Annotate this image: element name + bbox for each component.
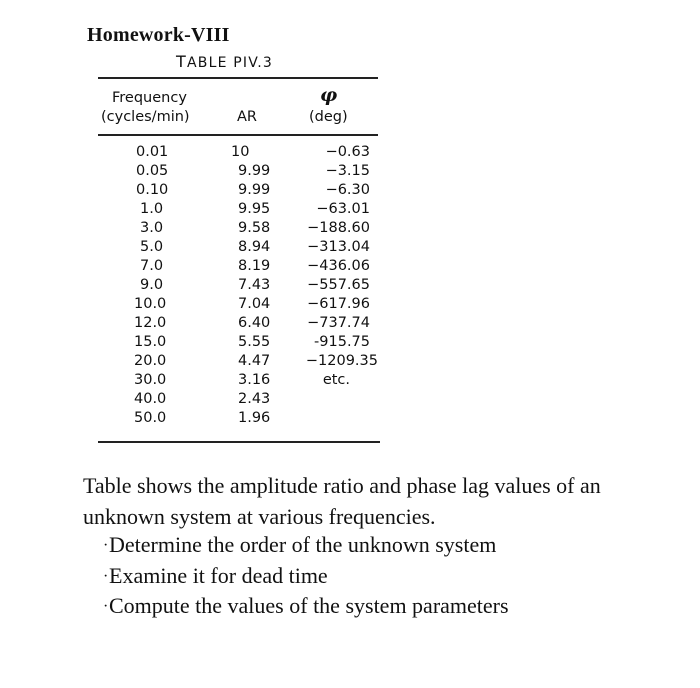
row-frequency: 15.0	[134, 334, 167, 350]
table-caption	[176, 52, 273, 71]
row-phi: −0.63	[325, 144, 370, 160]
row-phi: −3.15	[325, 163, 370, 179]
list-item	[103, 591, 509, 622]
table-bottom-rule	[98, 441, 380, 443]
header-frequency-line1: Frequency	[112, 90, 187, 106]
row-phi: −436.06	[307, 258, 370, 274]
table-row	[0, 181, 700, 200]
row-phi: etc.	[322, 372, 350, 388]
task-list	[103, 530, 509, 622]
table-row	[0, 219, 700, 238]
table-top-rule	[98, 77, 378, 79]
task-text: Examine it for dead time	[109, 562, 328, 588]
table-caption-id: PIV.3	[233, 55, 273, 71]
row-frequency: 0.01	[136, 144, 169, 160]
row-ar: 8.19	[238, 258, 271, 274]
task-text: Determine the order of the unknown system	[109, 532, 497, 557]
row-frequency: 5.0	[140, 239, 164, 255]
table-row	[0, 143, 700, 162]
row-phi: −1209.35	[305, 353, 378, 369]
row-phi: −313.04	[307, 239, 370, 255]
row-ar: 9.95	[238, 201, 271, 217]
table-row	[0, 333, 700, 352]
row-ar: 2.43	[238, 391, 271, 407]
table-row	[0, 200, 700, 219]
row-frequency: 3.0	[140, 220, 164, 236]
table-row	[0, 352, 700, 371]
header-phi-symbol: φ	[320, 84, 338, 106]
row-ar: 8.94	[238, 239, 271, 255]
table-header-rule	[98, 134, 378, 136]
row-ar: 9.99	[238, 182, 271, 198]
row-frequency: 12.0	[134, 315, 167, 331]
list-item	[103, 561, 509, 592]
table-row	[0, 314, 700, 333]
header-frequency-line2: (cycles/min)	[101, 109, 190, 125]
row-frequency: 30.0	[134, 372, 167, 388]
row-phi: −737.74	[307, 315, 370, 331]
header-ar: AR	[237, 109, 257, 125]
row-phi: −557.65	[307, 277, 370, 293]
task-text: Compute the values of the system parameters	[109, 593, 509, 618]
bullet-icon: ·	[103, 598, 109, 615]
problem-description: Table shows the amplitude ratio and phase lag values of an unknown system at various frequencies.	[83, 473, 601, 529]
row-ar: 6.40	[238, 315, 271, 331]
table-row	[0, 238, 700, 257]
row-ar: 7.43	[238, 277, 271, 293]
row-ar: 4.47	[238, 353, 271, 369]
row-ar: 3.16	[238, 372, 271, 388]
row-frequency: 0.10	[136, 182, 169, 198]
row-frequency: 7.0	[140, 258, 164, 274]
row-phi: −617.96	[307, 296, 370, 312]
row-phi: −6.30	[325, 182, 370, 198]
bullet-icon: ·	[103, 537, 109, 554]
table-caption-lead: T	[176, 52, 187, 71]
table-row	[0, 371, 700, 390]
row-frequency: 9.0	[140, 277, 164, 293]
table-row	[0, 162, 700, 181]
row-frequency: 50.0	[134, 410, 167, 426]
table-row	[0, 276, 700, 295]
row-ar: 1.96	[238, 410, 271, 426]
row-ar: 9.99	[238, 163, 271, 179]
row-frequency: 1.0	[140, 201, 164, 217]
row-phi: −188.60	[307, 220, 370, 236]
row-frequency: 40.0	[134, 391, 167, 407]
table-row	[0, 390, 700, 409]
header-phi-unit: (deg)	[309, 109, 348, 125]
row-phi: −63.01	[316, 201, 370, 217]
row-ar: 7.04	[238, 296, 271, 312]
table-row	[0, 257, 700, 276]
table-row	[0, 409, 700, 428]
bullet-icon: ·	[103, 567, 109, 585]
table-row	[0, 295, 700, 314]
table-caption-rest: ABLE	[186, 55, 228, 71]
list-item	[103, 530, 509, 561]
row-phi: -915.75	[314, 334, 370, 350]
row-frequency: 0.05	[136, 163, 169, 179]
row-ar: 9.58	[238, 220, 271, 236]
row-frequency: 10.0	[134, 296, 167, 312]
row-ar: 5.55	[238, 334, 271, 350]
row-ar: 10	[231, 144, 250, 160]
homework-title: Homework-VIII	[87, 24, 230, 46]
row-frequency: 20.0	[134, 353, 167, 369]
